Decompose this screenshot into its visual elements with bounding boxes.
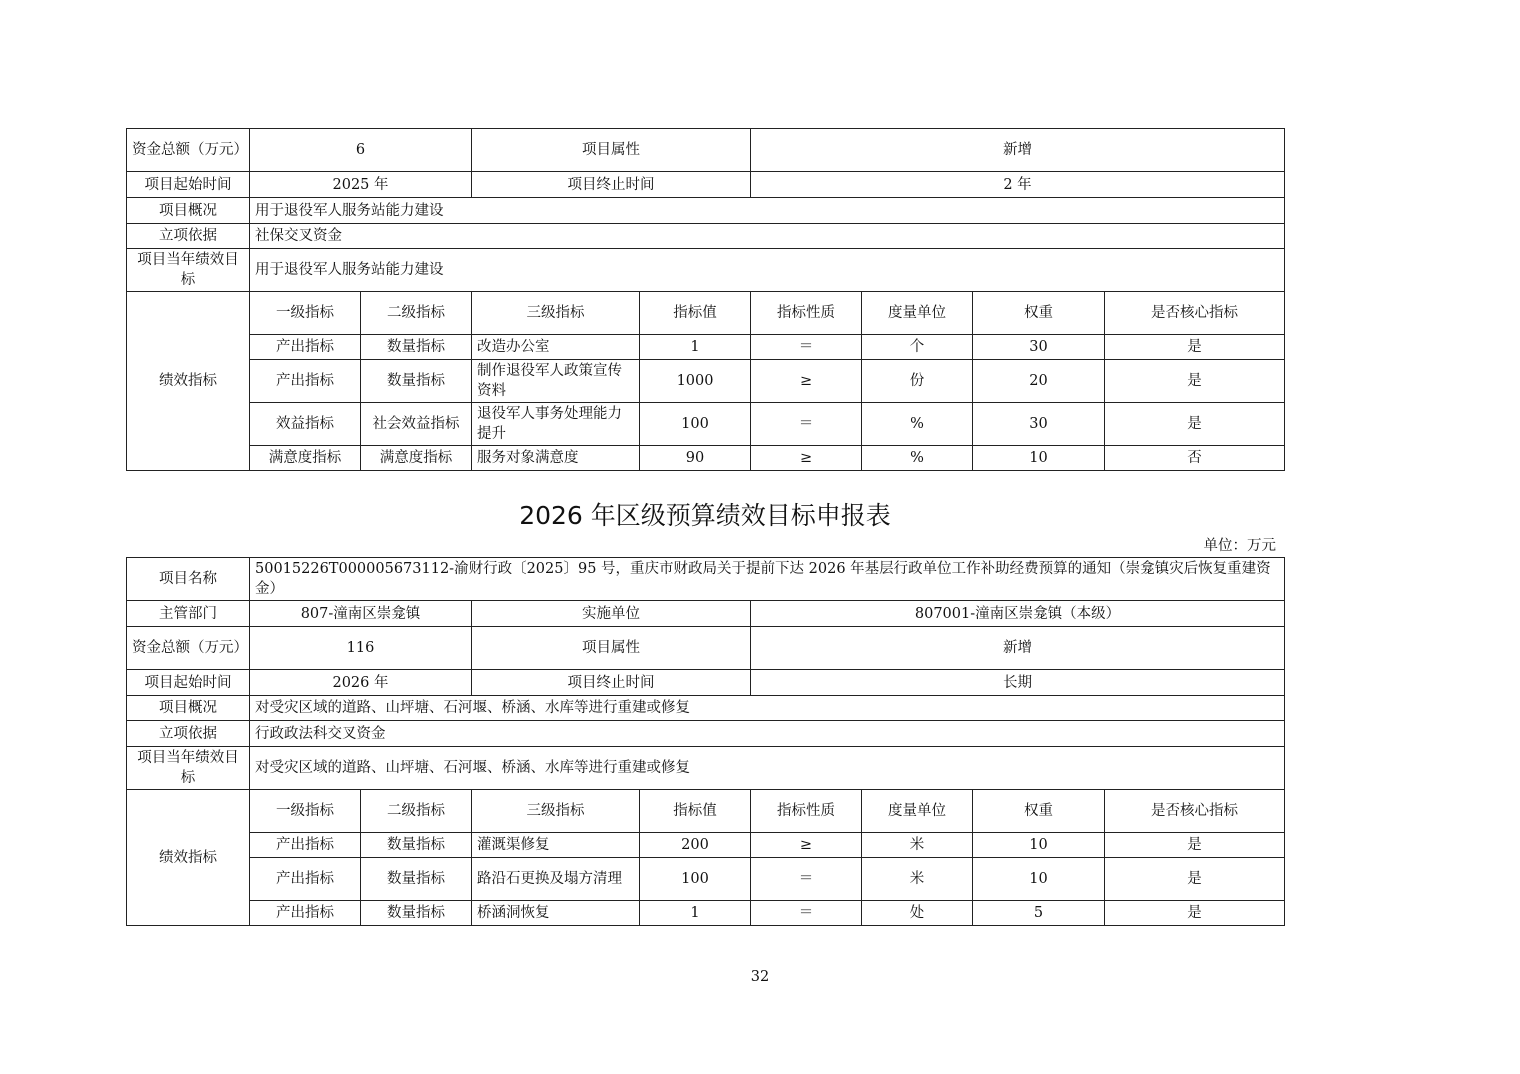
cell-level3: 制作退役军人政策宣传资料 — [472, 360, 640, 403]
cell-level2: 数量指标 — [361, 858, 472, 901]
cell-core: 是 — [1105, 901, 1285, 926]
header-level1: 一级指标 — [250, 292, 361, 335]
cell-weight: 10 — [973, 446, 1105, 471]
department-row — [127, 601, 1285, 627]
basis-row — [127, 224, 1285, 249]
cell-unit: 个 — [862, 335, 973, 360]
header-unit: 度量单位 — [862, 292, 973, 335]
project-table-2025 — [126, 128, 1285, 471]
cell-weight: 30 — [973, 403, 1105, 446]
page-number: 32 — [750, 969, 770, 985]
funding-row — [127, 129, 1285, 172]
cell-core: 是 — [1105, 360, 1285, 403]
cell-value: 1 — [640, 901, 751, 926]
overview-row — [127, 696, 1285, 721]
cell-core: 是 — [1105, 403, 1285, 446]
indicator-row — [127, 335, 1285, 360]
cell-nature: ＝ — [751, 335, 862, 360]
header-level1: 一级指标 — [250, 790, 361, 833]
header-level2: 二级指标 — [361, 292, 472, 335]
cell-level3: 桥涵洞恢复 — [472, 901, 640, 926]
end-time-value: 2 年 — [751, 172, 1285, 198]
cell-nature: ≥ — [751, 833, 862, 858]
goal-label: 项目当年绩效目标 — [127, 747, 250, 790]
performance-indicators-label: 绩效指标 — [127, 292, 250, 471]
goal-value: 对受灾区域的道路、山坪塘、石河堰、桥涵、水库等进行重建或修复 — [250, 747, 1285, 790]
attribute-value: 新增 — [751, 627, 1285, 670]
attribute-label: 项目属性 — [472, 627, 751, 670]
header-level3: 三级指标 — [472, 292, 640, 335]
cell-weight: 20 — [973, 360, 1105, 403]
basis-value: 社保交叉资金 — [250, 224, 1285, 249]
cell-level1: 效益指标 — [250, 403, 361, 446]
start-time-label: 项目起始时间 — [127, 172, 250, 198]
cell-level2: 数量指标 — [361, 833, 472, 858]
header-value: 指标值 — [640, 790, 751, 833]
cell-level1: 产出指标 — [250, 335, 361, 360]
form-title: 2026 年区级预算绩效目标申报表 — [519, 501, 891, 530]
indicator-row — [127, 360, 1285, 403]
cell-level2: 数量指标 — [361, 360, 472, 403]
cell-core: 是 — [1105, 335, 1285, 360]
project-name-value: 50015226T000005673112-渝财行政〔2025〕95 号，重庆市财政局关于提前下达 2026 年基层行政单位工作补助经费预算的通知（崇龛镇灾后恢复重建资金） — [250, 558, 1285, 601]
cell-weight: 5 — [973, 901, 1105, 926]
cell-value: 200 — [640, 833, 751, 858]
performance-indicators-label: 绩效指标 — [127, 790, 250, 926]
department-value: 807-潼南区崇龛镇 — [250, 601, 472, 627]
end-time-label: 项目终止时间 — [472, 670, 751, 696]
cell-unit: 米 — [862, 858, 973, 901]
header-value: 指标值 — [640, 292, 751, 335]
cell-core: 否 — [1105, 446, 1285, 471]
header-level3: 三级指标 — [472, 790, 640, 833]
overview-label: 项目概况 — [127, 198, 250, 224]
cell-level2: 数量指标 — [361, 901, 472, 926]
start-time-value: 2026 年 — [250, 670, 472, 696]
funding-row — [127, 627, 1285, 670]
overview-row — [127, 198, 1285, 224]
cell-weight: 10 — [973, 858, 1105, 901]
overview-label: 项目概况 — [127, 696, 250, 721]
cell-level3: 改造办公室 — [472, 335, 640, 360]
goal-label: 项目当年绩效目标 — [127, 249, 250, 292]
period-row — [127, 670, 1285, 696]
project-table-2026 — [126, 557, 1285, 926]
department-label: 主管部门 — [127, 601, 250, 627]
cell-level1: 产出指标 — [250, 833, 361, 858]
goal-row — [127, 249, 1285, 292]
header-nature: 指标性质 — [751, 292, 862, 335]
cell-nature: ＝ — [751, 858, 862, 901]
cell-value: 100 — [640, 403, 751, 446]
overview-value: 对受灾区域的道路、山坪塘、石河堰、桥涵、水库等进行重建或修复 — [250, 696, 1285, 721]
funding-label: 资金总额（万元） — [127, 627, 250, 670]
cell-level1: 产出指标 — [250, 360, 361, 403]
unit-note: 单位：万元 — [1203, 538, 1276, 554]
cell-value: 90 — [640, 446, 751, 471]
cell-core: 是 — [1105, 833, 1285, 858]
cell-nature: ＝ — [751, 403, 862, 446]
header-weight: 权重 — [973, 292, 1105, 335]
cell-level3: 灌溉渠修复 — [472, 833, 640, 858]
project-name-label: 项目名称 — [127, 558, 250, 601]
indicator-row — [127, 858, 1285, 901]
end-time-value: 长期 — [751, 670, 1285, 696]
header-core: 是否核心指标 — [1105, 292, 1285, 335]
cell-level3: 退役军人事务处理能力提升 — [472, 403, 640, 446]
end-time-label: 项目终止时间 — [472, 172, 751, 198]
cell-level2: 数量指标 — [361, 335, 472, 360]
period-row — [127, 172, 1285, 198]
cell-unit: 处 — [862, 901, 973, 926]
header-level2: 二级指标 — [361, 790, 472, 833]
implementer-value: 807001-潼南区崇龛镇（本级） — [751, 601, 1285, 627]
cell-level2: 满意度指标 — [361, 446, 472, 471]
basis-row — [127, 721, 1285, 747]
cell-nature: ≥ — [751, 446, 862, 471]
cell-value: 1000 — [640, 360, 751, 403]
header-unit: 度量单位 — [862, 790, 973, 833]
project-name-row — [127, 558, 1285, 601]
funding-value: 6 — [250, 129, 472, 172]
basis-value: 行政政法科交叉资金 — [250, 721, 1285, 747]
cell-nature: ≥ — [751, 360, 862, 403]
indicator-header-row — [127, 790, 1285, 833]
implementer-label: 实施单位 — [472, 601, 751, 627]
header-weight: 权重 — [973, 790, 1105, 833]
header-core: 是否核心指标 — [1105, 790, 1285, 833]
indicator-row — [127, 403, 1285, 446]
cell-unit: % — [862, 403, 973, 446]
overview-value: 用于退役军人服务站能力建设 — [250, 198, 1285, 224]
indicator-row — [127, 833, 1285, 858]
header-nature: 指标性质 — [751, 790, 862, 833]
cell-value: 100 — [640, 858, 751, 901]
cell-core: 是 — [1105, 858, 1285, 901]
cell-level2: 社会效益指标 — [361, 403, 472, 446]
start-time-value: 2025 年 — [250, 172, 472, 198]
cell-level1: 产出指标 — [250, 858, 361, 901]
cell-level1: 满意度指标 — [250, 446, 361, 471]
cell-unit: 米 — [862, 833, 973, 858]
cell-unit: 份 — [862, 360, 973, 403]
cell-value: 1 — [640, 335, 751, 360]
indicator-header-row — [127, 292, 1285, 335]
cell-weight: 10 — [973, 833, 1105, 858]
cell-weight: 30 — [973, 335, 1105, 360]
cell-level3: 路沿石更换及塌方清理 — [472, 858, 640, 901]
cell-unit: % — [862, 446, 973, 471]
start-time-label: 项目起始时间 — [127, 670, 250, 696]
cell-level3: 服务对象满意度 — [472, 446, 640, 471]
basis-label: 立项依据 — [127, 224, 250, 249]
goal-value: 用于退役军人服务站能力建设 — [250, 249, 1285, 292]
indicator-row — [127, 446, 1285, 471]
funding-value: 116 — [250, 627, 472, 670]
cell-nature: ＝ — [751, 901, 862, 926]
attribute-label: 项目属性 — [472, 129, 751, 172]
cell-level1: 产出指标 — [250, 901, 361, 926]
funding-label: 资金总额（万元） — [127, 129, 250, 172]
goal-row — [127, 747, 1285, 790]
basis-label: 立项依据 — [127, 721, 250, 747]
attribute-value: 新增 — [751, 129, 1285, 172]
indicator-row — [127, 901, 1285, 926]
